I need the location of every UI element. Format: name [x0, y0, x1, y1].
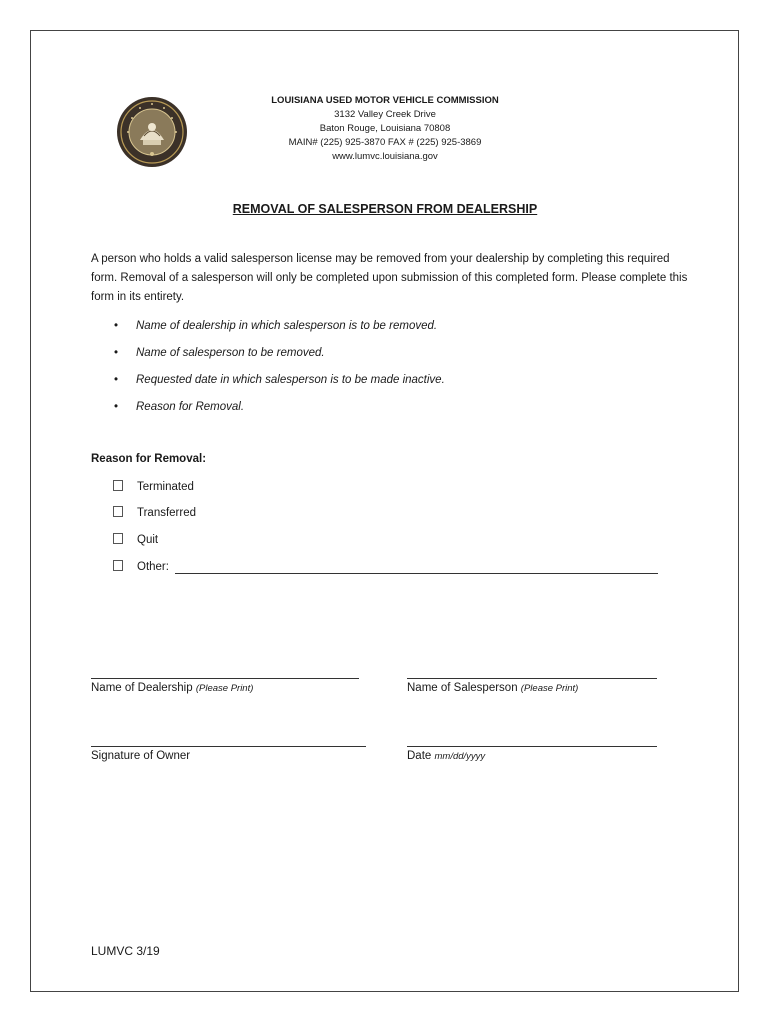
checkbox-quit[interactable]: Quit	[113, 533, 158, 546]
intro-paragraph: A person who holds a valid salesperson license may be removed from your dealership by completing this required form. Removal of a salesperson will only be completed upon submission of this completed form. Please complete this form in its entirety.	[91, 253, 688, 303]
checkbox-transferred[interactable]: Transferred	[113, 506, 196, 519]
checkbox-icon[interactable]	[113, 560, 123, 571]
state-seal-logo	[116, 96, 188, 168]
salesperson-name-field[interactable]	[407, 678, 657, 679]
phone-fax: MAIN# (225) 925-3870 FAX # (225) 925-3869	[288, 137, 482, 148]
form-title: REMOVAL OF SALESPERSON FROM DEALERSHIP	[232, 202, 538, 216]
owner-signature-field[interactable]	[91, 746, 366, 747]
owner-signature-label: Signature of Owner	[91, 750, 191, 762]
checkbox-icon[interactable]	[113, 533, 123, 544]
bullet-icon: •	[114, 320, 119, 332]
checkbox-other[interactable]: Other:	[113, 560, 169, 573]
dealership-name-label: Name of Dealership (Please Print)	[91, 682, 254, 694]
date-label: Date mm/dd/yyyy	[407, 750, 486, 762]
reason-heading: Reason for Removal:	[91, 453, 207, 465]
dealership-name-field[interactable]	[91, 678, 359, 679]
bullet-icon: •	[114, 374, 119, 386]
checkbox-icon[interactable]	[113, 480, 123, 491]
other-reason-field[interactable]	[175, 573, 658, 574]
checkbox-terminated[interactable]: Terminated	[113, 480, 194, 493]
address-line-2: Baton Rouge, Louisiana 70808	[319, 123, 451, 134]
checkbox-icon[interactable]	[113, 506, 123, 517]
salesperson-name-label: Name of Salesperson (Please Print)	[407, 682, 579, 694]
bullet-icon: •	[114, 347, 119, 359]
date-field[interactable]	[407, 746, 657, 747]
website-link[interactable]: www.lumvc.louisiana.gov	[332, 151, 438, 162]
form-revision: LUMVC 3/19	[91, 944, 160, 958]
commission-name: LOUISIANA USED MOTOR VEHICLE COMMISSION	[271, 95, 499, 106]
bullet-icon: •	[114, 401, 119, 413]
address-line-1: 3132 Valley Creek Drive	[334, 109, 436, 120]
